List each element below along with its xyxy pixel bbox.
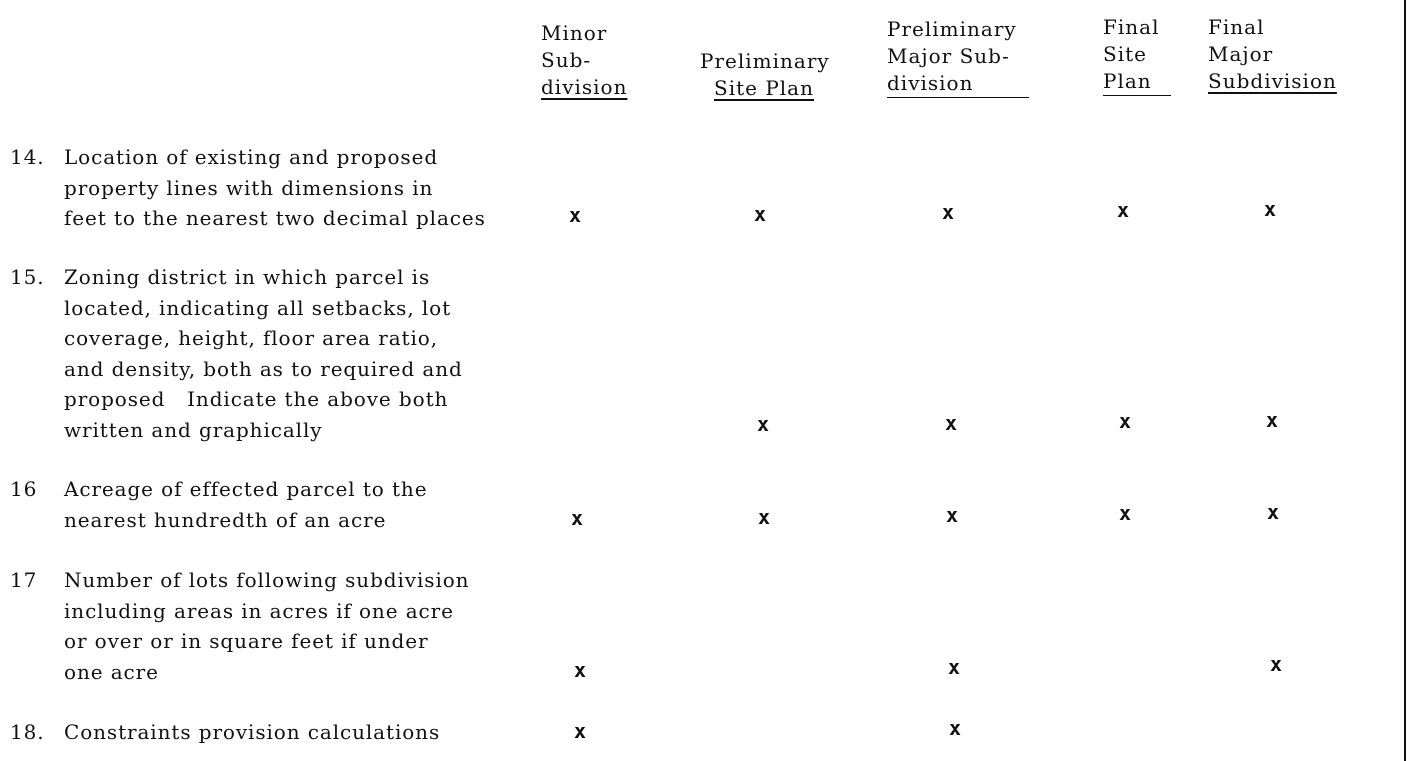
mark-14-final-major-subdivision: x — [1264, 197, 1277, 221]
column-header-minor-subdivision — [541, 20, 627, 101]
mark-16-final-major-subdivision: x — [1267, 500, 1280, 524]
header-line: Site Plan — [714, 76, 814, 100]
column-header-preliminary-site-plan — [700, 48, 830, 102]
mark-14-final-site-plan: x — [1117, 198, 1130, 222]
checklist-item-15 — [10, 262, 534, 445]
header-line: Subdivision — [1208, 69, 1337, 93]
item-line: Location of existing and proposed — [64, 145, 439, 169]
item-line: coverage, height, floor area ratio, — [64, 326, 438, 350]
checklist-item-17 — [10, 565, 534, 687]
item-line: proposed Indicate the above both — [64, 387, 449, 411]
header-line-text: Plan — [1103, 69, 1152, 93]
item-line: Zoning district in which parcel is — [64, 265, 431, 289]
checklist-item-18 — [10, 717, 534, 748]
item-number: 15. — [10, 265, 45, 289]
header-line: Preliminary — [700, 49, 830, 73]
item-number: 16 — [10, 477, 38, 501]
item-number: 17 — [10, 568, 38, 592]
column-header-final-major-subdivision — [1208, 14, 1337, 95]
item-description — [64, 565, 534, 687]
item-line: located, indicating all setbacks, lot — [64, 295, 452, 320]
checklist-item-14 — [10, 142, 534, 234]
item-line: nearest hundredth of an acre — [64, 507, 387, 532]
item-line: one acre — [64, 659, 159, 684]
mark-16-minor-subdivision: x — [571, 506, 584, 530]
header-line: division — [541, 75, 628, 99]
header-line: Site — [1103, 42, 1147, 66]
item-description — [64, 717, 534, 748]
header-line — [887, 70, 1029, 98]
header-line: Sub- — [541, 48, 592, 72]
item-line: Constraints provision calculations — [64, 720, 441, 744]
mark-17-final-major-subdivision: x — [1270, 652, 1283, 676]
item-line: or over or in square feet if under — [64, 629, 429, 653]
header-line: Major Sub- — [887, 44, 1010, 68]
item-description — [64, 474, 534, 535]
item-line: feet to the nearest two decimal places — [64, 206, 486, 230]
column-header-final-site-plan — [1103, 14, 1171, 96]
header-line: Minor — [541, 21, 608, 45]
mark-14-minor-subdivision: x — [569, 203, 582, 227]
header-line-text: division — [887, 71, 974, 95]
item-line: including areas in acres if one acre — [64, 598, 454, 623]
header-line: Major — [1208, 42, 1274, 66]
mark-16-preliminary-site-plan: x — [758, 505, 771, 529]
checklist-item-16 — [10, 474, 534, 535]
item-description — [64, 142, 534, 234]
mark-16-preliminary-major-subdivision: x — [946, 503, 959, 527]
header-line: Preliminary — [887, 17, 1017, 41]
mark-14-preliminary-site-plan: x — [754, 202, 767, 226]
mark-17-preliminary-major-subdivision: x — [948, 655, 961, 679]
header-underline — [1103, 68, 1171, 96]
item-number: 18. — [10, 720, 45, 744]
header-line: Final — [1103, 15, 1160, 39]
column-header-preliminary-major-subdivision — [887, 16, 1029, 98]
item-number: 14. — [10, 145, 45, 169]
header-line — [1103, 68, 1171, 96]
header-line: Final — [1208, 15, 1265, 39]
item-line: and density, both as to required and — [64, 356, 463, 381]
mark-16-final-site-plan: x — [1119, 501, 1132, 525]
mark-15-final-site-plan: x — [1119, 409, 1132, 433]
mark-18-minor-subdivision: x — [574, 719, 587, 743]
mark-15-preliminary-site-plan: x — [757, 412, 770, 436]
mark-18-preliminary-major-subdivision: x — [949, 716, 962, 740]
header-underline — [887, 70, 1029, 98]
mark-14-preliminary-major-subdivision: x — [942, 200, 955, 224]
mark-17-minor-subdivision: x — [574, 658, 587, 682]
mark-15-preliminary-major-subdivision: x — [945, 411, 958, 435]
item-line: Acreage of effected parcel to the — [64, 477, 428, 501]
item-description — [64, 262, 534, 445]
item-line: property lines with dimensions in — [64, 175, 434, 200]
mark-15-final-major-subdivision: x — [1266, 408, 1279, 432]
item-line: written and graphically — [64, 417, 323, 442]
page-edge-rule — [1404, 0, 1406, 761]
item-line: Number of lots following subdivision — [64, 568, 470, 592]
